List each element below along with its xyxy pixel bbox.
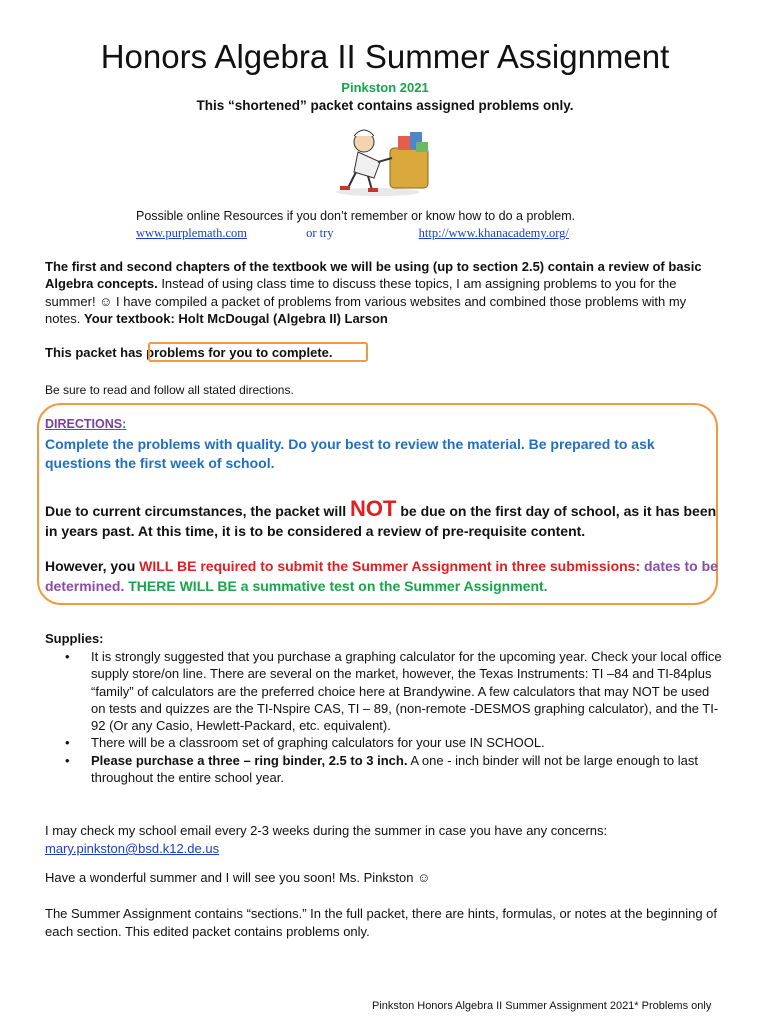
or-try-text: or try: [306, 226, 334, 240]
sections-note: The Summer Assignment contains “sections.” In the full packet, there are hints, formulas, or notes at the beginning of each section. This edited packet contains problems only.: [45, 906, 718, 939]
intro-normal: Instead of using class time to discuss these topics, I am assigning problems to you for the summer! ☺ I have compiled a packet of problems from various websites and combined those problems with my notes.: [45, 276, 687, 327]
packet-note: This “shortened” packet contains assigned problems only.: [196, 98, 574, 113]
bullet-icon: •: [65, 735, 70, 751]
due-not: NOT: [350, 496, 397, 521]
supply-binder-normal: A one - inch binder will not be large enough to last throughout the entire school year.: [91, 752, 698, 786]
page-footer: Pinkston Honors Algebra II Summer Assignment 2021* Problems only: [372, 1000, 712, 1012]
purplemath-link[interactable]: www.purplemath.com: [136, 226, 247, 240]
directions-colon: :: [122, 417, 127, 431]
however-red: WILL BE required to submit the Summer Assignment in three submissions:: [139, 558, 641, 574]
directions-label-text: DIRECTIONS: [45, 417, 123, 431]
however-green: THERE WILL BE a summative test on the Summer Assignment.: [124, 577, 548, 594]
resources-intro: Possible online Resources if you don’t remember or know how to do a problem.: [136, 209, 576, 223]
packet-highlight: problems for you to complete.: [146, 345, 333, 360]
document-title: Honors Algebra II Summer Assignment: [100, 38, 670, 75]
read-follow-note: Be sure to read and follow all stated directions.: [45, 383, 294, 397]
list-item: [62, 752, 724, 787]
list-item: [62, 648, 724, 734]
packet-highlight-box: [148, 342, 368, 362]
textbook-name: Your textbook: Holt McDougal (Algebra II) Larson: [84, 311, 388, 327]
supply-calculator: It is strongly suggested that you purchase a graphing calculator for the upcoming year. Check your local office supply store/on line. There are several on the market, however, the Texas Instruments: TI –84 and TI-84plus “family” of calculators are the preferred choice here at Brandywine. A few calculators that may NOT be used on tests and quizzes are the TI-Nspire CAS, TI – 89, (non-remote -DESMOS graphing calculator), and the TI-92 (Or any Casio, Hewlett-Packard, etc. equivalent).: [91, 649, 722, 734]
however-purple: dates to be determined.: [45, 558, 718, 594]
however-paragraph: [45, 557, 720, 596]
list-item: [62, 734, 724, 751]
directions-label: [45, 417, 126, 431]
student-with-books-illustration-icon: [328, 122, 440, 200]
bullet-icon: •: [65, 649, 70, 664]
email-link[interactable]: mary.pinkston@bsd.k12.de.us: [45, 841, 220, 856]
teacher-year: Pinkston 2021: [341, 80, 429, 95]
supply-classroom-set: There will be a classroom set of graphing calculators for your use IN SCHOOL.: [91, 735, 545, 751]
due-paragraph: [45, 496, 720, 541]
supplies-label: Supplies:: [45, 631, 104, 646]
due-suffix: be due on the first day of school, as it has been in years past. At this time, it is to be considered a review of pre-requisite content.: [45, 503, 717, 539]
packet-prefix: This packet has: [45, 345, 147, 360]
closing-line: Have a wonderful summer and I will see you soon! Ms. Pinkston ☺: [45, 870, 431, 885]
however-prefix: However, you: [45, 558, 140, 574]
intro-paragraph: [45, 258, 725, 328]
intro-bold: The first and second chapters of the textbook we will be using (up to section 2.5) contain a review of basic Algebra concepts.: [45, 259, 702, 292]
supply-binder-bold: Please purchase a three – ring binder, 2.5 to 3 inch.: [91, 752, 408, 768]
bullet-icon: •: [65, 752, 70, 768]
khanacademy-link[interactable]: http://www.khanacademy.org/: [418, 226, 569, 240]
due-prefix: Due to current circumstances, the packet will: [45, 503, 350, 519]
supplies-list: [62, 648, 724, 786]
contact-paragraph: [45, 822, 735, 858]
resource-links: [136, 226, 569, 241]
directions-text: Complete the problems with quality. Do your best to review the material. Be prepared to ask questions the first week of school.: [45, 436, 655, 471]
contact-text: I may check my school email every 2-3 weeks during the summer in case you have any concerns:: [45, 823, 608, 838]
